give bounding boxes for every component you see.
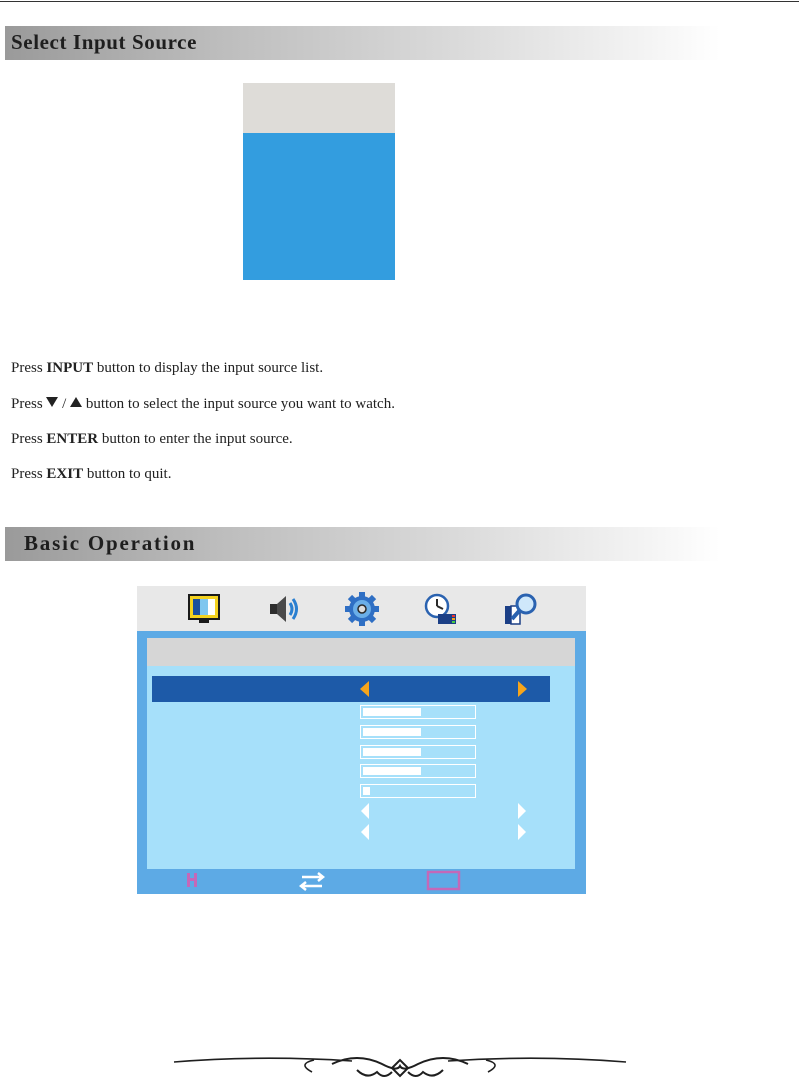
swap-icon [301, 873, 323, 890]
arrow-up-icon [70, 397, 82, 407]
section-title: Select Input Source [11, 30, 198, 54]
sound-icon[interactable] [264, 592, 302, 626]
osd-menu [137, 586, 586, 894]
arrow-left-icon[interactable] [361, 824, 369, 840]
picture-icon[interactable] [185, 592, 223, 626]
osd-selected-row[interactable] [152, 676, 550, 702]
arrow-right-icon[interactable] [518, 803, 526, 819]
osd-hint-bar [137, 869, 586, 894]
slider-fill [363, 767, 421, 775]
arrow-down-icon [46, 397, 58, 407]
search-lock-icon[interactable] [501, 592, 539, 626]
instruction-text: Press [11, 466, 47, 482]
top-rule [0, 1, 799, 2]
osd-content-panel [147, 638, 575, 869]
section-title: Basic Operation [24, 531, 197, 555]
arrow-left-icon[interactable] [361, 803, 369, 819]
key-name-input: INPUT [46, 360, 94, 376]
instruction-text: button to select the input source you want to watch. [82, 396, 395, 412]
instruction-text: Press [11, 396, 47, 412]
osd-slider[interactable] [360, 725, 476, 739]
instruction-line [11, 396, 395, 413]
slider-fill [363, 748, 421, 756]
slider-fill [363, 728, 421, 736]
slider-fill [363, 787, 370, 795]
osd-slider[interactable] [360, 784, 476, 798]
instruction-line [11, 431, 293, 448]
instruction-line [11, 360, 323, 377]
section-header-select-input-source [5, 26, 720, 60]
key-name-enter: ENTER [46, 431, 99, 447]
osd-slider[interactable] [360, 764, 476, 778]
osd-slider[interactable] [360, 745, 476, 759]
input-source-list-header [243, 83, 395, 133]
instruction-text: Press [11, 431, 47, 447]
arrow-left-icon[interactable] [360, 681, 369, 697]
instruction-text: button to quit. [83, 466, 172, 482]
arrow-right-icon[interactable] [518, 681, 527, 697]
section-header-basic-operation [5, 527, 720, 561]
arrow-right-icon[interactable] [518, 824, 526, 840]
osd-tab-bar [137, 586, 586, 631]
slider-fill [363, 708, 421, 716]
move-icon [187, 873, 197, 887]
separator-text: / [58, 396, 71, 412]
input-source-list-body[interactable] [243, 133, 395, 280]
time-icon[interactable] [422, 592, 460, 626]
osd-title-bar [147, 638, 575, 666]
osd-slider[interactable] [360, 705, 476, 719]
input-source-list [243, 83, 395, 280]
decorative-flourish-icon [172, 1050, 628, 1082]
setup-gear-icon[interactable] [343, 592, 381, 626]
instruction-text: button to enter the input source. [98, 431, 293, 447]
instruction-text: button to display the input source list. [93, 360, 324, 376]
menu-box-icon [428, 872, 459, 889]
key-name-exit: EXIT [46, 466, 84, 482]
instruction-text: Press [11, 360, 47, 376]
instruction-line [11, 466, 171, 483]
